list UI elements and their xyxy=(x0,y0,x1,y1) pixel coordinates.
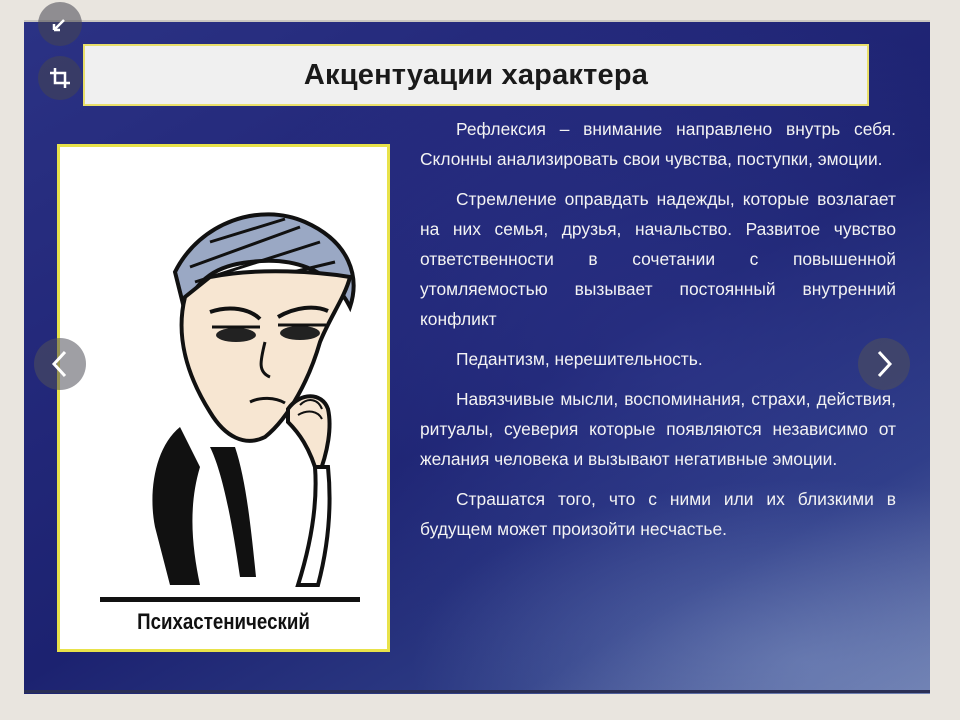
expand-icon xyxy=(50,14,70,34)
chevron-right-icon xyxy=(872,349,896,379)
illustration-caption: Психастенический xyxy=(137,609,310,634)
character-illustration xyxy=(57,144,390,652)
crop-icon xyxy=(48,66,72,90)
expand-button[interactable] xyxy=(38,2,82,46)
paragraph-fears: Страшатся того, что с ними или их близкими в будущем может произойти несчастье. xyxy=(420,489,896,539)
paragraph-pedantry: Педантизм, нерешительность. xyxy=(456,349,703,369)
slide-bottom-border xyxy=(24,690,930,693)
next-slide-button[interactable] xyxy=(858,338,910,390)
title-box xyxy=(83,44,869,106)
crop-button[interactable] xyxy=(38,56,82,100)
cartoon-figure-image xyxy=(60,147,387,649)
presentation-slide xyxy=(24,22,930,694)
previous-slide-button[interactable] xyxy=(34,338,86,390)
paragraph-obsessions: Навязчивые мысли, воспоминания, страхи, действия, ритуалы, суеверия которые появляются независимо от желания человека и вызывают негативные эмоции. xyxy=(420,389,896,469)
paragraph-reflection: Рефлексия – внимание направлено внутрь себя. Склонны анализировать свои чувства, поступки, эмоции. xyxy=(420,119,896,169)
chevron-left-icon xyxy=(48,349,72,379)
slide-title: Акцентуации характера xyxy=(303,58,649,91)
paragraph-expectations: Стремление оправдать надежды, которые возлагает на них семья, друзья, начальство. Развитое чувство ответственности в сочетании с повышенной утомляемостью вызывает постоянный внутренний конфликт xyxy=(420,189,896,329)
description-text xyxy=(420,114,896,554)
